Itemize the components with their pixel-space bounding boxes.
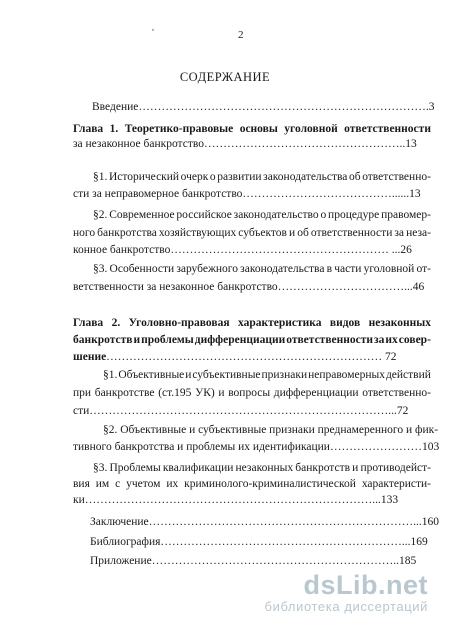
toc-word: части xyxy=(334,263,362,275)
toc-word: совер- xyxy=(398,334,431,346)
watermark xyxy=(265,571,428,614)
toc-word: от- xyxy=(416,263,431,275)
toc-word: Объективные xyxy=(118,369,185,381)
toc-word: законодательство xyxy=(233,209,319,221)
toc-word: дифференциации xyxy=(194,334,286,346)
toc-appendix: Приложение………………………………………………………..185 xyxy=(90,555,417,567)
toc-word: при xyxy=(73,387,92,399)
toc-section1-3-line1 xyxy=(93,263,431,275)
toc-word: учетом xyxy=(126,478,161,490)
toc-word: с xyxy=(115,478,121,490)
toc-word: характеристи- xyxy=(361,478,431,490)
toc-word: за xyxy=(394,227,405,239)
toc-word: об xyxy=(297,227,309,239)
toc-word: неза- xyxy=(406,227,431,239)
toc-word: §3. xyxy=(93,462,108,474)
toc-word: основы xyxy=(239,123,278,135)
toc-word: неправомерных xyxy=(308,369,385,381)
toc-word: и xyxy=(185,369,192,381)
toc-section2-2-line1: §2. Объективные и субъективные признаки преднамеренного и фик- xyxy=(103,424,439,436)
toc-section1-1-line1 xyxy=(93,171,431,183)
toc-word: Уголовно-правовая xyxy=(128,317,230,329)
toc-word: УК) xyxy=(195,387,215,399)
toc-word: о xyxy=(209,171,216,183)
toc-section1-2-line2 xyxy=(73,227,431,239)
toc-intro: Введение………………………………………………………………….3 xyxy=(92,101,435,113)
toc-word: процедуре xyxy=(328,209,380,221)
toc-section2-3-line1 xyxy=(93,462,431,474)
toc-word: Современное xyxy=(109,209,175,221)
toc-section2-2-line2: тивного банкротства и проблемы их идентификации……………………103 xyxy=(73,441,440,453)
toc-word: 1. xyxy=(109,123,119,135)
toc-bibliography: Библиография………………………………………………………...169 xyxy=(90,536,428,548)
toc-word: ответственности xyxy=(310,227,393,239)
toc-word: вопросы xyxy=(228,387,271,399)
toc-word: за xyxy=(374,334,385,346)
toc-word: §3. xyxy=(93,263,108,275)
toc-section1-1-line2: сти за неправомерное банкротство…………………………………......13 xyxy=(73,188,421,200)
toc-word: ответственности xyxy=(286,334,374,346)
toc-word: Проблемы xyxy=(109,462,161,474)
toc-word: действий xyxy=(385,369,431,381)
toc-word: §2. xyxy=(93,209,108,221)
toc-word: квалификации xyxy=(162,462,234,474)
toc-section2-1-line2 xyxy=(73,387,431,399)
toc-section2-1-line1 xyxy=(103,369,431,381)
toc-word: ного xyxy=(73,227,96,239)
toc-word: их xyxy=(385,334,398,346)
toc-word: вия xyxy=(73,478,90,490)
toc-word: ответственно- xyxy=(362,171,431,183)
toc-word: Исторический xyxy=(108,171,180,183)
toc-chapter2-line3 xyxy=(73,351,397,363)
toc-word: банкротстве xyxy=(94,387,155,399)
toc-word: законодательства xyxy=(240,263,325,275)
toc-section1-2-line1 xyxy=(93,209,431,221)
toc-word: характеристика xyxy=(238,317,322,329)
toc-word: о xyxy=(320,209,327,221)
toc-section2-1-line3: сти……………………………………………………………………...72 xyxy=(73,405,409,417)
toc-word: об xyxy=(349,171,361,183)
toc-word: незаконных xyxy=(368,317,431,329)
toc-word: им xyxy=(95,478,110,490)
toc-word: субъектов xyxy=(238,227,287,239)
toc-word: уголовной xyxy=(363,263,415,275)
toc-chapter2-line1 xyxy=(73,317,431,329)
chapter2-line3-leader: ……………………………………………………………… 72 xyxy=(106,351,397,363)
chapter2-line3-start: шение xyxy=(73,351,107,363)
toc-word: Особенности xyxy=(109,263,175,275)
toc-chapter2-line2 xyxy=(73,334,431,346)
toc-word: и xyxy=(352,462,359,474)
toc-conclusion: Заключение……………………………………………………………...160 xyxy=(90,516,440,528)
toc-word: противодейст- xyxy=(360,462,431,474)
page-title: СОДЕРЖАНИЕ xyxy=(179,70,271,84)
watermark-logo: dsLib.net xyxy=(303,570,428,600)
toc-chapter1-line2: за незаконное банкротство……………………………………………..13 xyxy=(73,138,417,150)
toc-word: законодательства xyxy=(263,171,348,183)
toc-word: и xyxy=(289,227,296,239)
toc-word: 2. xyxy=(111,317,121,329)
toc-word: ответственно- xyxy=(362,387,431,399)
page-number: 2 xyxy=(238,29,244,41)
toc-word: зарубежного xyxy=(176,263,238,275)
toc-chapter1-line1 xyxy=(73,123,431,135)
toc-word: и xyxy=(218,387,225,399)
watermark-subtitle: библиотека диссертаций xyxy=(264,599,428,614)
toc-word: признаки xyxy=(261,369,308,381)
toc-word: субъективные xyxy=(192,369,261,381)
toc-word: банкротств xyxy=(295,462,351,474)
toc-word: правомер- xyxy=(381,209,431,221)
toc-section1-3-line2: ветственности за незаконное банкротство……………………………...46 xyxy=(73,281,425,293)
toc-section2-3-line2 xyxy=(73,478,431,490)
toc-word: Глава xyxy=(73,317,104,329)
toc-word: и xyxy=(133,334,141,346)
toc-word: очерк xyxy=(180,171,209,183)
toc-word: хозяйствующих xyxy=(158,227,237,239)
toc-word: §1. xyxy=(103,369,118,381)
toc-word: их xyxy=(166,478,179,490)
toc-word: банкротств xyxy=(73,334,133,346)
toc-word: в xyxy=(326,263,333,275)
toc-word: ответственности xyxy=(344,123,431,135)
toc-word: российское xyxy=(176,209,232,221)
toc-word: банкротства xyxy=(97,227,157,239)
toc-word: (ст.195 xyxy=(158,387,192,399)
stray-mark: , xyxy=(152,23,154,32)
toc-word: видов xyxy=(329,317,361,329)
toc-section2-3-line3: ки…………………………………………………………………...133 xyxy=(73,494,399,506)
toc-word: дифференциации xyxy=(273,387,359,399)
toc-word: уголовной xyxy=(284,123,338,135)
toc-section1-2-line3: конное банкротство………………………………………………… ...26 xyxy=(73,244,412,256)
toc-word: незаконных xyxy=(235,462,294,474)
toc-word: проблемы xyxy=(141,334,194,346)
toc-word: развитии xyxy=(217,171,262,183)
toc-word: Глава xyxy=(73,123,104,135)
toc-word: §1. xyxy=(93,171,108,183)
toc-word: криминолого-криминалистической xyxy=(184,478,356,490)
toc-word: Теоретико-правовые xyxy=(124,123,234,135)
